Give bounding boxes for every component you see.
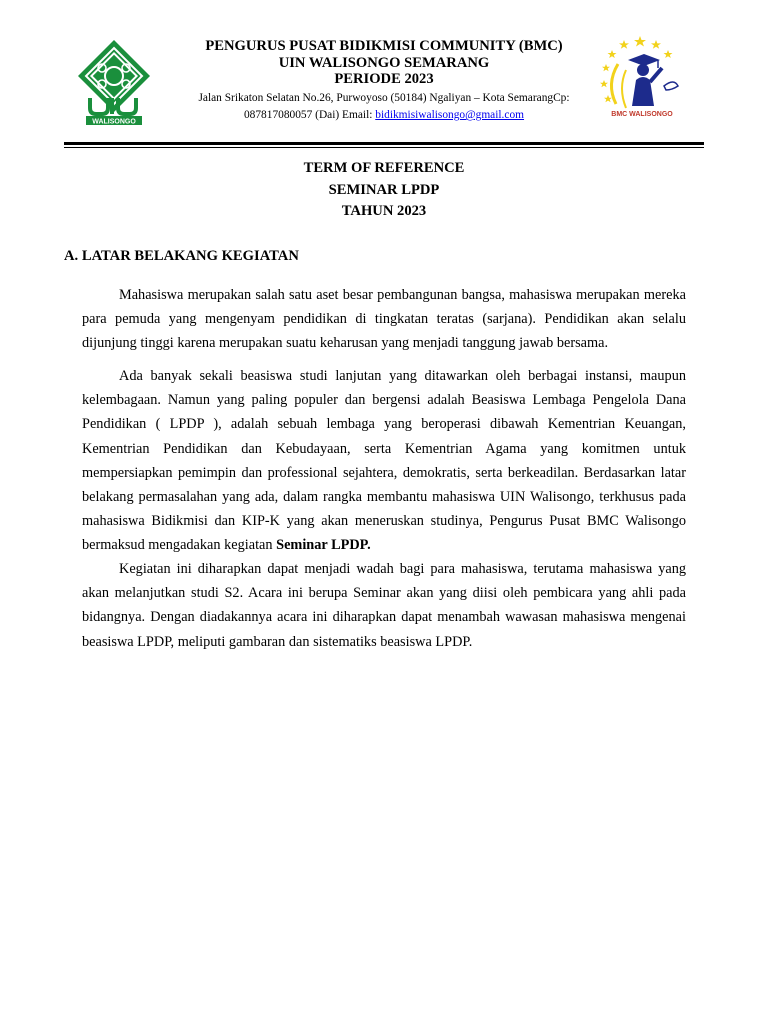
contact-line — [168, 108, 600, 123]
svg-text:WALISONGO: WALISONGO — [92, 118, 136, 126]
paragraph-2-bold: Seminar LPDP. — [276, 537, 371, 554]
graduate-icon — [628, 54, 662, 106]
document-title — [64, 158, 704, 223]
letterhead-divider-thin — [64, 147, 704, 148]
uin-walisongo-logo — [72, 38, 156, 126]
title-line-1: TERM OF REFERENCE — [303, 160, 465, 176]
svg-text:BMC WALISONGO: BMC WALISONGO — [611, 111, 673, 118]
paragraph-2 — [82, 364, 686, 558]
title-line-2: SEMINAR LPDP — [328, 181, 440, 198]
period: PERIODE 2023 — [334, 71, 434, 87]
section-heading: A. LATAR BELAKANG KEGIATAN — [64, 248, 299, 264]
title-line-3: TAHUN 2023 — [341, 203, 427, 219]
organization-name: PENGURUS PUSAT BIDIKMISI COMMUNITY (BMC) — [205, 38, 563, 54]
paragraph-2-text: Ada banyak sekali beasiswa studi lanjutan yang ditawarkan oleh berbagai instansi, maupun kelembagaan. Namun yang paling populer dan bergensi adalah Beasiswa Lembaga Pengelola Dana Pendidikan ( LPDP ), adalah sebuah lembaga yang beroperasi dibawah Kementrian Keuangan, Kementrian Pendidikan dan Kebudayaan, serta Kementrian Agama yang komitmen untuk mempersiapkan pemimpin dan professional sejahtera, demokratis, serta berkeadilan. Berdasarkan latar belakang permasalahan yang ada, dalam rangka membantu mahasiswa UIN Walisongo, terkhusus pada mahasiswa Bidikmisi dan KIP-K yang akan meneruskan studinya, Pengurus Pusat BMC Walisongo bermaksud mengadakan kegiatan — [82, 368, 686, 554]
phone-text: 087817080057 (Dai) Email: — [243, 109, 376, 121]
letterhead-divider-thick — [64, 142, 704, 145]
university-name: UIN WALISONGO SEMARANG — [278, 54, 490, 71]
letterhead — [168, 38, 600, 123]
email-link[interactable]: bidikmisiwalisongo@gmail.com — [375, 109, 525, 121]
paragraph-3: Kegiatan ini diharapkan dapat menjadi wadah bagi para mahasiswa, terutama mahasiswa yang akan melanjutkan studi S2. Acara ini berupa Seminar akan yang diisi oleh pembicara yang ahli pada bidangnya. Dengan diadakannya acara ini diharapkan dapat menambah wawasan mahasiswa mengenai beasiswa LPDP, meliputi gambaran dan sistematiks beasiswa LPDP. — [82, 561, 686, 650]
bmc-walisongo-logo — [598, 34, 682, 120]
quill-icon — [664, 82, 678, 90]
paragraph-1: Mahasiswa merupakan salah satu aset besar pembangunan bangsa, mahasiswa merupakan mereka para pemuda yang mengenyam pendidikan di tingkatan teratas (sarjana). Pendidikan akan selalu dijunjung tinggi karena merupakan suatu keharusan yang menjadi tanggung jawab bersama. — [82, 287, 686, 352]
address-line: Jalan Srikaton Selatan No.26, Purwoyoso (50184) Ngaliyan – Kota SemarangCp: — [198, 91, 570, 104]
